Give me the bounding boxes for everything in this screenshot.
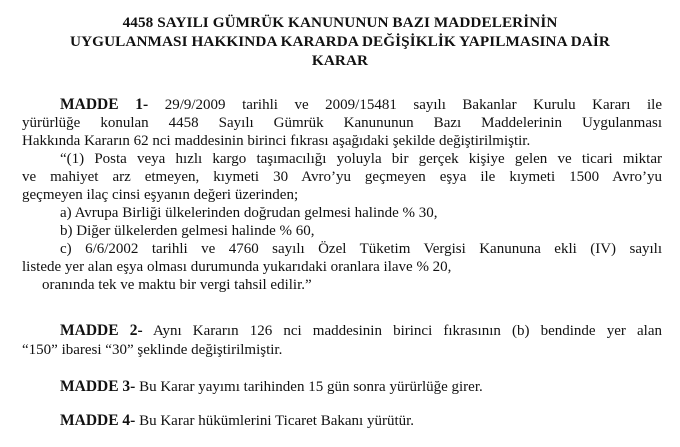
madde-2-heading: MADDE 2-: [60, 322, 143, 339]
madde-1-heading: MADDE 1-: [60, 96, 149, 113]
madde-1-item-c-continued: listede yer alan eşya olması durumunda yukarıdaki oranlara ilave % 20,: [22, 259, 452, 275]
madde-2-line-2: “150” ibaresi “30” şeklinde değiştirilmiştir.: [22, 342, 283, 358]
madde-1-line-4: “(1) Posta veya hızlı kargo taşımacılığı yoluyla bir gerçek kişiye gelen ve ticari miktar: [60, 151, 662, 167]
madde-1-item-a: a) Avrupa Birliği ülkelerinden doğrudan gelmesi halinde % 30,: [60, 205, 438, 221]
madde-1-item-c: c) 6/6/2002 tarihli ve 4760 sayılı Özel Tüketim Vergisi Kanununa ekli (IV) sayılı: [60, 241, 662, 257]
madde-1-line-5: ve mahiyet arz etmeyen, kıymeti 30 Avro’yu geçmeyen eşya ile kıymeti 1500 Avro’yu: [22, 169, 662, 185]
document-title-line-1: 4458 SAYILI GÜMRÜK KANUNUNUN BAZI MADDELERİNİN: [122, 14, 558, 31]
madde-1-item-b: b) Diğer ülkelerden gelmesi halinde % 60,: [60, 223, 315, 239]
madde-3-paragraph: [60, 378, 483, 396]
madde-4-text: Bu Karar hükümlerini Ticaret Bakanı yürütür.: [139, 413, 415, 429]
madde-1-line-1: 29/9/2009 tarihli ve 2009/15481 sayılı Bakanlar Kurulu Kararı ile: [164, 97, 663, 113]
madde-2-first-line: [60, 322, 662, 340]
madde-1-first-line: [60, 96, 662, 114]
document-title-line-2: UYGULANMASI HAKKINDA KARARDA DEĞİŞİKLİK YAPILMASINA DAİR: [70, 33, 610, 50]
document-title-line-3: KARAR: [311, 52, 369, 69]
madde-3-heading: MADDE 3-: [60, 378, 136, 395]
madde-1-closing-line: oranında tek ve maktu bir vergi tahsil edilir.”: [42, 277, 312, 293]
madde-4-paragraph: [60, 412, 414, 430]
madde-1-line-2: yürürlüğe konulan 4458 Sayılı Gümrük Kanununun Bazı Maddelerinin Uygulanması: [22, 115, 662, 131]
madde-4-heading: MADDE 4-: [60, 412, 136, 429]
madde-2-line-1: Aynı Kararın 126 nci maddesinin birinci fıkrasının (b) bendinde yer alan: [153, 323, 662, 339]
madde-1-line-6: geçmeyen ilaç cinsi eşyanın değeri üzerinden;: [22, 187, 299, 203]
madde-3-text: Bu Karar yayımı tarihinden 15 gün sonra yürürlüğe girer.: [139, 379, 483, 395]
madde-1-line-3: Hakkında Kararın 62 nci maddesinin birinci fıkrası aşağıdaki şekilde değiştirilmiştir.: [22, 133, 531, 149]
